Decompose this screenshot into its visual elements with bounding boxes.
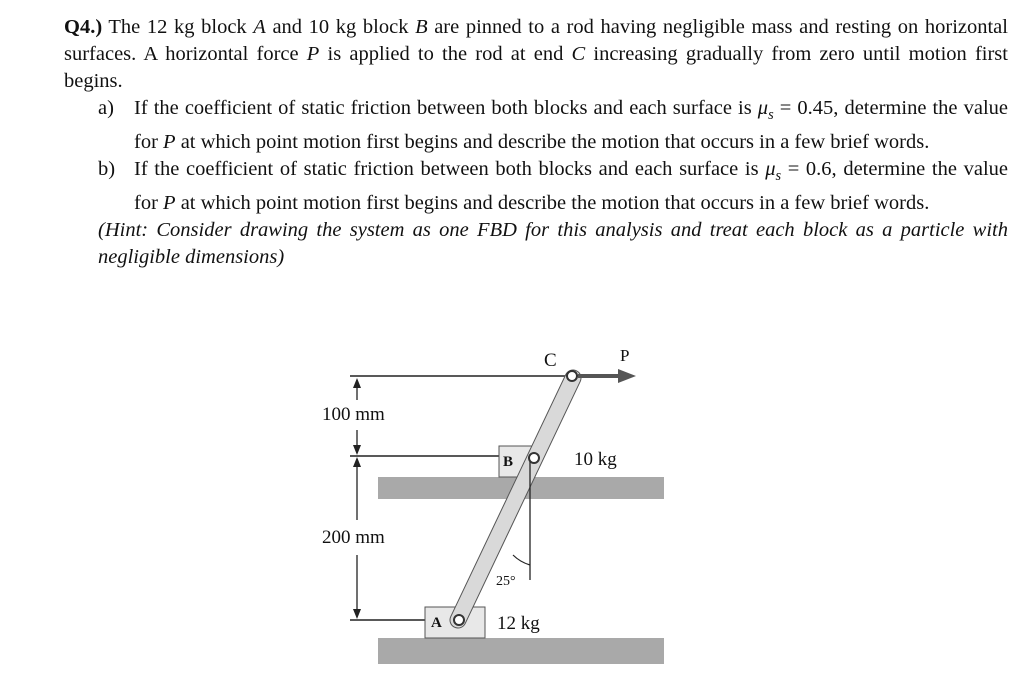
angle-arc bbox=[513, 555, 530, 565]
question-number: Q4.) bbox=[64, 16, 103, 38]
question-text: and 10 kg block bbox=[265, 16, 416, 38]
angle-label: 25° bbox=[496, 574, 516, 589]
question-text: are pinned to a rod having negligible mass and resting on horizontal surfaces. A horizontal force bbox=[64, 16, 1008, 65]
label-p: P bbox=[620, 346, 630, 365]
var-p: P bbox=[306, 43, 320, 65]
part-a-label: a) bbox=[98, 97, 114, 119]
force-p-arrowhead bbox=[618, 369, 636, 383]
hint-text: (Hint: Consider drawing the system as one FBD for this analysis and treat each block as a particle with negligible dimensions) bbox=[98, 219, 1008, 269]
pin-c bbox=[567, 371, 577, 381]
mass-b-label: 10 kg bbox=[574, 449, 617, 470]
dim-arrow-down bbox=[353, 445, 361, 455]
part-a-text: If the coefficient of static friction between both blocks and each surface is $\mu_s = 0.45$, determine the value for P at which point motion first begins and describe the motion that occurs in a few brief words. bbox=[134, 97, 1008, 154]
question-text: is applied to the rod at end bbox=[319, 43, 572, 65]
pin-b bbox=[529, 453, 539, 463]
dim-arrow-down bbox=[353, 609, 361, 619]
pin-a bbox=[454, 615, 464, 625]
question-text: increasing gradually from zero until motion first begins. bbox=[64, 43, 1008, 92]
dim-top-label: 100 mm bbox=[322, 404, 385, 425]
part-b-label: b) bbox=[98, 158, 116, 181]
dim-bottom-label: 200 mm bbox=[322, 527, 385, 548]
var-a: A bbox=[253, 16, 266, 38]
dim-arrow-up bbox=[353, 378, 361, 388]
label-b: B bbox=[503, 454, 514, 470]
question-text: The 12 kg block bbox=[108, 16, 254, 38]
label-c: C bbox=[544, 350, 557, 371]
lower-ground bbox=[378, 638, 664, 664]
var-c: C bbox=[571, 43, 586, 65]
var-b: B bbox=[415, 16, 428, 38]
mass-a-label: 12 kg bbox=[497, 613, 540, 634]
dim-arrow-up bbox=[353, 457, 361, 467]
part-b-text: If the coefficient of static friction between both blocks and each surface is $\mu_s = 0.6$, determine the value for P at which point motion first begins and describe the motion that occurs in a few brief words. bbox=[134, 158, 1008, 215]
label-a: A bbox=[431, 615, 442, 631]
